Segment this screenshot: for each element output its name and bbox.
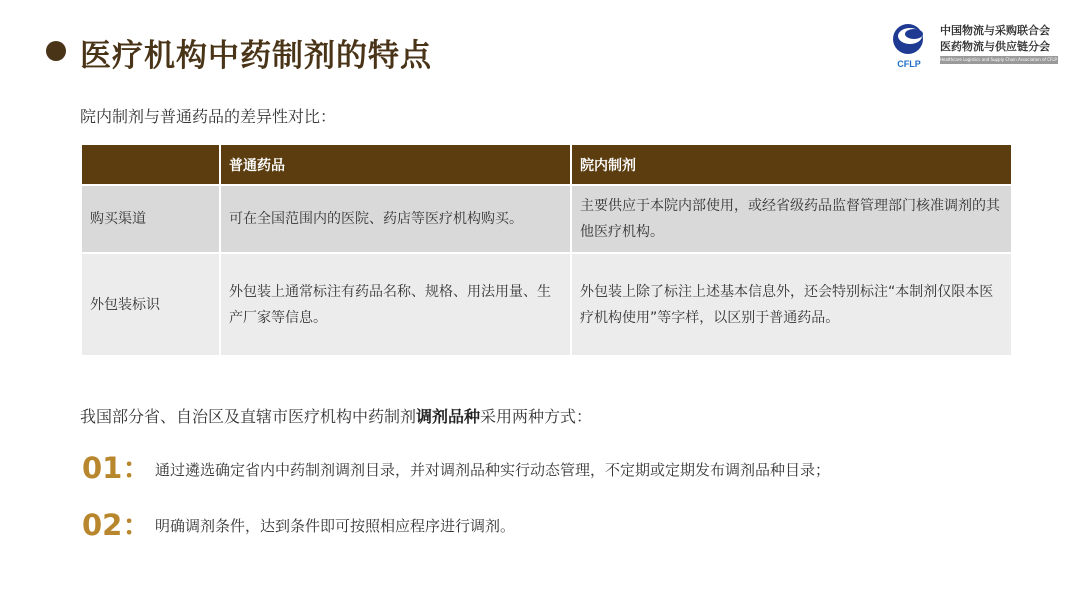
header-common-drugs: 普通药品 bbox=[220, 145, 571, 185]
logo-line2: 医药物流与供应链分会 bbox=[940, 40, 1050, 53]
intro-after: 采用两种方式： bbox=[480, 407, 593, 426]
cell-hospital: 主要供应于本院内部使用，或经省级药品监督管理部门核准调剂的其他医疗机构。 bbox=[571, 185, 1011, 253]
table-row bbox=[82, 253, 1011, 355]
header-hospital-preparations: 院内制剂 bbox=[571, 145, 1011, 185]
table-header-row bbox=[82, 145, 1011, 185]
logo bbox=[884, 20, 1060, 70]
item-text-2: 明确调剂条件，达到条件即可按照相应程序进行调剂。 bbox=[155, 517, 516, 535]
item-number-2: 02： bbox=[82, 508, 152, 542]
item-text-1: 通过遴选确定省内中药制剂调剂目录，并对调剂品种实行动态管理，不定期或定期发布调剂品种目录； bbox=[155, 461, 831, 479]
row-label: 外包装标识 bbox=[82, 253, 220, 355]
comparison-table bbox=[82, 145, 1011, 355]
row-label: 购买渠道 bbox=[82, 185, 220, 253]
logo-english: Healthcare Logistics and Supply Chain Association of CFLP bbox=[940, 57, 1057, 62]
intro-text bbox=[80, 404, 592, 427]
cflp-logo-icon bbox=[884, 20, 934, 70]
cell-common: 外包装上通常标注有药品名称、规格、用法用量、生产厂家等信息。 bbox=[220, 253, 571, 355]
intro-bold: 调剂品种 bbox=[416, 407, 481, 426]
subtitle: 院内制剂与普通药品的差异性对比： bbox=[80, 107, 337, 126]
title-bullet-icon bbox=[46, 41, 66, 61]
logo-mark-text: CFLP bbox=[897, 59, 921, 69]
cell-hospital: 外包装上除了标注上述基本信息外，还会特别标注“本制剂仅限本医疗机构使用”等字样，以区别于普通药品。 bbox=[571, 253, 1011, 355]
logo-line1: 中国物流与采购联合会 bbox=[940, 24, 1050, 37]
page-title: 医疗机构中药制剂的特点 bbox=[80, 38, 432, 74]
cell-common: 可在全国范围内的医院、药店等医疗机构购买。 bbox=[220, 185, 571, 253]
header-empty bbox=[82, 145, 220, 185]
item-number-1: 01： bbox=[82, 451, 152, 485]
table-row bbox=[82, 185, 1011, 253]
intro-before: 我国部分省、自治区及直辖市医疗机构中药制剂 bbox=[80, 407, 417, 426]
